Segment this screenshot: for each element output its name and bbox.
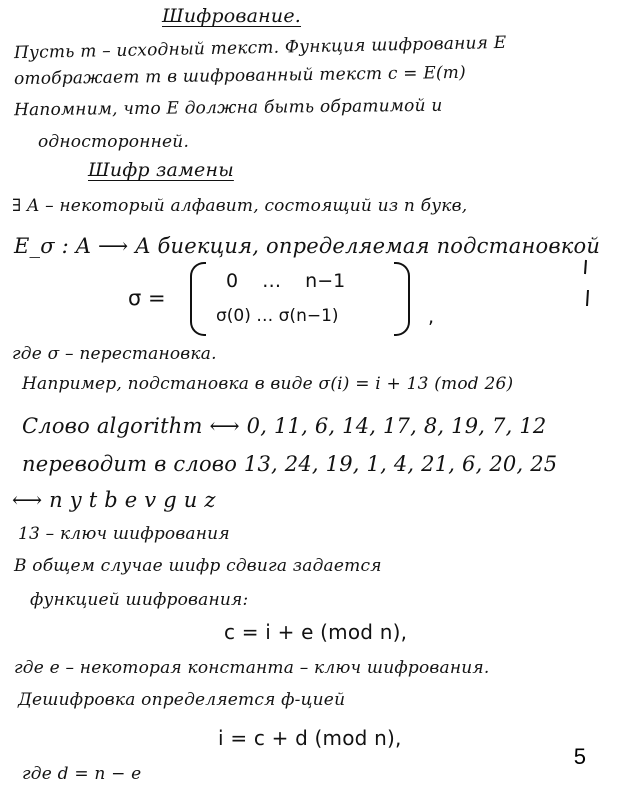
intro-line-1: Пусть m – исходный текст. Функция шифрования E [13,32,507,64]
example-line-2: Слово algorithm ⟷ 0, 11, 6, 14, 17, 8, 19, 7, 12 [22,414,547,438]
left-paren [190,262,206,336]
permutation-matrix [128,262,458,334]
intro-line-3: Напомним, что E должна быть обратимой и [13,95,443,121]
example-line-5: 13 – ключ шифрования [18,524,230,544]
shift-line-2: функцией шифрования: [30,590,249,610]
shift-line-4: Дешифровка определяется ф-цией [18,690,346,710]
alphabet-line-1: ∃ A – некоторый алфавит, состоящий из n букв, [12,196,468,216]
intro-line-2: отображает m в шифрованный текст c = E(m) [13,62,467,90]
permutation-row-2: σ(0) … σ(n−1) [216,306,339,326]
shift-line-3: где e – некоторая константа – ключ шифрования. [14,658,490,678]
where-line: где σ – перестановка. [12,344,217,364]
alphabet-line-2: E_σ : A ⟶ A биекция, определяемая подстановкой [14,234,601,258]
intro-line-4: односторонней. [38,132,190,152]
permutation-comma: , [428,306,435,328]
permutation-lhs: σ = [128,286,166,310]
example-line-4: ⟷ n y t b e v g u z [12,488,216,512]
shift-line-5: где d = n − e [22,764,142,784]
permutation-row-1: 0 … n−1 [226,270,346,292]
example-line-3: переводит в слово 13, 24, 19, 1, 4, 21, 6, 20, 25 [22,452,558,476]
shift-line-1: В общем случае шифр сдвига задается [14,556,382,576]
page-number: 5 [573,744,586,769]
margin-ticks [580,258,594,308]
section-title: Шифр замены [88,159,234,181]
formula-decrypt: i = c + d (mod n), [218,726,402,750]
example-line-1: Например, подстановка в виде σ(i) = i + 13 (mod 26) [22,374,514,394]
page-title: Шифрование. [162,5,302,27]
formula-encrypt: c = i + e (mod n), [224,620,408,644]
right-paren [394,262,410,336]
